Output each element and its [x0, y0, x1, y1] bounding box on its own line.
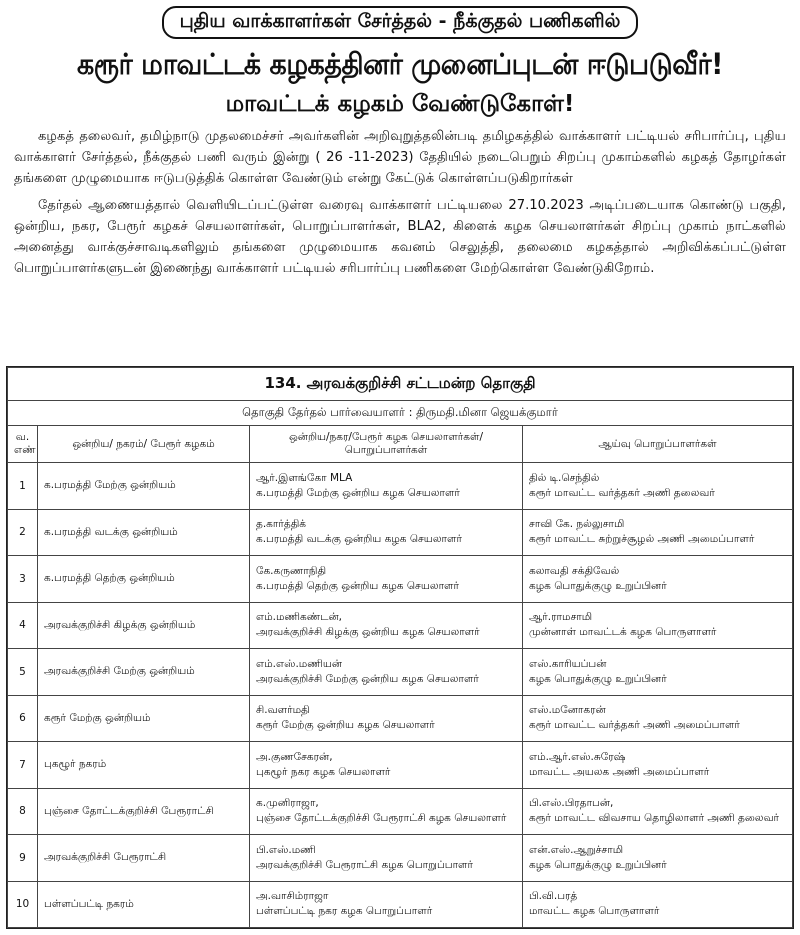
- table-row: [8, 463, 793, 510]
- row-reviewer: [523, 556, 793, 603]
- row-unit: புஞ்சை தோட்டக்குறிச்சி பேரூராட்சி: [38, 788, 250, 835]
- row-secretary: [250, 463, 523, 510]
- row-number: 8: [8, 788, 38, 835]
- secretary-role: புகழூர் நகர கழக செயலாளர்: [256, 765, 391, 778]
- row-secretary: [250, 881, 523, 928]
- secretary-name: பி.எஸ்.மணி: [256, 843, 316, 856]
- row-number: 6: [8, 695, 38, 742]
- row-secretary: [250, 788, 523, 835]
- row-unit: அரவக்குறிச்சி கிழக்கு ஒன்றியம்: [38, 602, 250, 649]
- row-unit: க.பரமத்தி தெற்கு ஒன்றியம்: [38, 556, 250, 603]
- table-row: [8, 556, 793, 603]
- row-number: 2: [8, 509, 38, 556]
- secretary-role: அரவக்குறிச்சி கிழக்கு ஒன்றிய கழக செயலாளர்: [256, 626, 480, 639]
- row-secretary: [250, 742, 523, 789]
- reviewer-name: தில் டி.செந்தில்: [529, 471, 600, 484]
- secretary-name: ஆர்.இளங்கோ MLA: [256, 471, 353, 484]
- secretary-role: க.பரமத்தி வடக்கு ஒன்றிய கழக செயலாளர்: [256, 533, 462, 546]
- row-reviewer: [523, 463, 793, 510]
- table-row: [8, 602, 793, 649]
- table-header-row: [8, 426, 793, 463]
- reviewer-name: எம்.ஆர்.எஸ்.சுரேஷ்: [529, 750, 626, 763]
- reviewer-name: கலாவதி சக்திவேல்: [529, 564, 620, 577]
- row-number: 7: [8, 742, 38, 789]
- table-observer: தொகுதி தேர்தல் பார்வையாளர் : திருமதி.மினா ஜெயக்குமார்: [8, 401, 793, 426]
- row-unit: அரவக்குறிச்சி மேற்கு ஒன்றியம்: [38, 649, 250, 696]
- row-unit: க.பரமத்தி வடக்கு ஒன்றியம்: [38, 509, 250, 556]
- row-number: 3: [8, 556, 38, 603]
- table-row: [8, 788, 793, 835]
- table-row: [8, 881, 793, 928]
- kicker-banner: புதிய வாக்காளர்கள் சேர்த்தல் - நீக்குதல் பணிகளில்: [162, 6, 639, 39]
- reviewer-role: மாவட்ட கழக பொருளாளர்: [529, 905, 660, 918]
- row-secretary: [250, 835, 523, 882]
- row-reviewer: [523, 742, 793, 789]
- row-secretary: [250, 556, 523, 603]
- row-number: 5: [8, 649, 38, 696]
- reviewer-role: கழக பொதுக்குழு உறுப்பினர்: [529, 858, 667, 871]
- secretary-role: கரூர் மேற்கு ஒன்றிய கழக செயலாளர்: [256, 719, 435, 732]
- header-num: வ. எண்: [8, 426, 38, 463]
- secretary-role: அரவக்குறிச்சி பேரூராட்சி கழக பொறுப்பாளர்: [256, 858, 474, 871]
- secretary-name: எம்.எஸ்.மணியன்: [256, 657, 343, 670]
- subheadline: மாவட்டக் கழகம் வேண்டுகோள்!: [225, 91, 575, 117]
- reviewer-name: சாவி கே. நல்லுசாமி: [529, 518, 625, 531]
- row-number: 9: [8, 835, 38, 882]
- row-number: 10: [8, 881, 38, 928]
- reviewer-role: மாவட்ட அயலக அணி அமைப்பாளர்: [529, 765, 710, 778]
- row-unit: க.பரமத்தி மேற்கு ஒன்றியம்: [38, 463, 250, 510]
- reviewer-role: கரூர் மாவட்ட வர்த்தகர் அணி தலைவர்: [529, 486, 715, 499]
- constituency-table: [7, 367, 793, 928]
- secretary-role: க.பரமத்தி மேற்கு ஒன்றிய கழக செயலாளர்: [256, 486, 460, 499]
- secretary-name: த.கார்த்திக்: [256, 518, 307, 531]
- row-unit: அரவக்குறிச்சி பேரூராட்சி: [38, 835, 250, 882]
- reviewer-role: கரூர் மாவட்ட வர்த்தகர் அணி அமைப்பாளர்: [529, 719, 740, 732]
- reviewer-name: பி.எஸ்.பிரதாபன்,: [529, 797, 614, 810]
- table-row: [8, 509, 793, 556]
- table-row: [8, 742, 793, 789]
- reviewer-role: கழக பொதுக்குழு உறுப்பினர்: [529, 672, 667, 685]
- secretary-role: புஞ்சை தோட்டக்குறிச்சி பேரூராட்சி கழக செயலாளர்: [256, 812, 507, 825]
- table-row: [8, 695, 793, 742]
- secretary-role: பள்ளப்பட்டி நகர கழக பொறுப்பாளர்: [256, 905, 433, 918]
- row-reviewer: [523, 649, 793, 696]
- reviewer-name: ஆர்.ராமசாமி: [529, 611, 593, 624]
- header-reviewers: ஆய்வு பொறுப்பாளர்கள்: [523, 426, 793, 463]
- secretary-name: சி.வளர்மதி: [256, 704, 310, 717]
- row-secretary: [250, 695, 523, 742]
- notice-header: [8, 0, 792, 120]
- row-reviewer: [523, 602, 793, 649]
- row-unit: புகழூர் நகரம்: [38, 742, 250, 789]
- header-unit: ஒன்றிய/ நகரம்/ பேரூர் கழகம்: [38, 426, 250, 463]
- table-row: [8, 835, 793, 882]
- row-reviewer: [523, 509, 793, 556]
- secretary-name: அ.வாசிம்ராஜா: [256, 890, 329, 903]
- secretary-role: அரவக்குறிச்சி மேற்கு ஒன்றிய கழக செயலாளர்: [256, 672, 479, 685]
- body-paragraph-1: கழகத் தலைவர், தமிழ்நாடு முதலமைச்சர் அவர்களின் அறிவுறுத்தலின்படி தமிழகத்தில் வாக்காளர் பட்டியல் சரிபார்ப்பு, புதிய வாக்காளர் சேர்த்தல், நீக்குதல் பணி வரும் இன்று ( 26 -11-2023) தேதியில் நடைபெறும் சிறப்பு முகாம்களில் கழகத் தோழர்கள் தங்களை முழுமையாக ஈடுபடுத்திக் கொள்ள வேண்டும் என்று கேட்டுக் கொள்ளப்படுகிறார்கள்: [14, 129, 786, 186]
- row-number: 4: [8, 602, 38, 649]
- header-secretaries: ஒன்றிய/நகர/பேரூர் கழக செயலாளர்கள்/ பொறுப்பாளர்கள்: [250, 426, 523, 463]
- table-title: 134. அரவக்குறிச்சி சட்டமன்ற தொகுதி: [8, 368, 793, 401]
- row-secretary: [250, 602, 523, 649]
- table-row: [8, 649, 793, 696]
- row-secretary: [250, 649, 523, 696]
- row-reviewer: [523, 881, 793, 928]
- row-number: 1: [8, 463, 38, 510]
- reviewer-name: எஸ்.காரியப்பன்: [529, 657, 607, 670]
- reviewer-role: கரூர் மாவட்ட சுற்றுச்சூழல் அணி அமைப்பாளர்: [529, 533, 755, 546]
- row-unit: கரூர் மேற்கு ஒன்றியம்: [38, 695, 250, 742]
- row-reviewer: [523, 835, 793, 882]
- row-unit: பள்ளப்பட்டி நகரம்: [38, 881, 250, 928]
- row-reviewer: [523, 695, 793, 742]
- secretary-role: க.பரமத்தி தெற்கு ஒன்றிய கழக செயலாளர்: [256, 579, 460, 592]
- secretary-name: க.முனிராஜா,: [256, 797, 319, 810]
- secretary-name: கே.கருணாநிதி: [256, 564, 327, 577]
- reviewer-name: பி.வி.பரத்: [529, 890, 578, 903]
- reviewer-role: முன்னாள் மாவட்டக் கழக பொருளாளர்: [529, 626, 717, 639]
- reviewer-name: எஸ்.மனோகரன்: [529, 704, 606, 717]
- secretary-name: எம்.மணிகண்டன்,: [256, 611, 342, 624]
- reviewer-name: என்.எஸ்.ஆறுச்சாமி: [529, 843, 624, 856]
- secretary-name: அ.குணசேகரன்,: [256, 750, 333, 763]
- reviewer-role: கரூர் மாவட்ட விவசாய தொழிலாளர் அணி தலைவர்: [529, 812, 780, 825]
- body-paragraph-2: தேர்தல் ஆணையத்தால் வெளியிடப்பட்டுள்ள வரைவு வாக்காளர் பட்டியலை 27.10.2023 அடிப்படையாக கொண்டு பகுதி, ஒன்றிய, நகர, பேரூர் கழகச் செயலாளர்கள், பொறுப்பாளர்கள், BLA2, கிளைக் கழக செயலாளர்கள் சிறப்பு முகாம் நாட்களில் அனைத்து வாக்குச்சாவடிகளிலும் தங்களை முழுமையாக கவனம் செலுத்தி, தலைமை கழகத்தால் அறிவிக்கப்பட்டுள்ள பொறுப்பாளர்களுடன் இணைந்து வாக்காளர் பட்டியல் சரிபார்ப்பு பணிகளை மேற்கொள்ள வேண்டுகிறோம்.: [14, 198, 786, 276]
- headline: கரூர் மாவட்டக் கழகத்தினர் முனைப்புடன் ஈடுபடுவீர்!: [76, 47, 724, 81]
- reviewer-role: கழக பொதுக்குழு உறுப்பினர்: [529, 579, 667, 592]
- constituency-table-frame: [6, 366, 794, 929]
- row-secretary: [250, 509, 523, 556]
- row-reviewer: [523, 788, 793, 835]
